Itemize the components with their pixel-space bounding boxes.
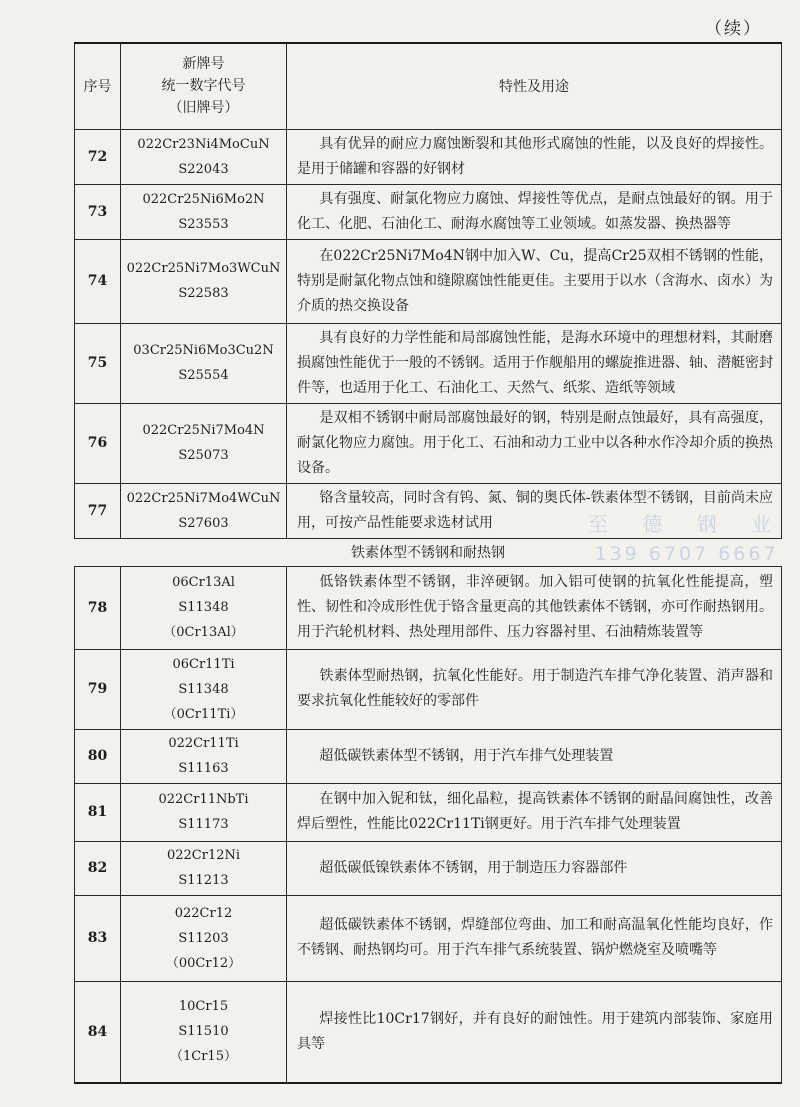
grade-cell [121, 184, 287, 239]
section-heading: 铁素体型不锈钢和耐热钢 [75, 538, 782, 566]
grade-cell [121, 981, 287, 1083]
grade-cell [121, 649, 287, 729]
grade-cell [121, 566, 287, 649]
new-grade: 022Cr25Ni6Mo2N [142, 191, 265, 207]
grade-cell [121, 129, 287, 184]
section-row [75, 538, 782, 566]
new-grade: 022Cr23Ni4MoCuN [137, 136, 270, 152]
properties-text: 具有优异的耐应力腐蚀断裂和其他形式腐蚀的性能，以及良好的焊接性。是用于储罐和容器的好钢材 [287, 129, 782, 184]
row-number: 80 [75, 729, 121, 783]
properties-text: 超低碳低镍铁素体不锈钢，用于制造压力容器部件 [287, 841, 782, 895]
table-row [75, 184, 782, 239]
unified-code: S11163 [178, 761, 229, 776]
row-number: 75 [75, 323, 121, 403]
row-number: 72 [75, 129, 121, 184]
row-number: 82 [75, 841, 121, 895]
table-row [75, 483, 782, 538]
column-header-grade [121, 43, 287, 129]
row-number: 83 [75, 895, 121, 981]
properties-text: 在022Cr25Ni7Mo4N钢中加入W、Cu，提高Cr25双相不锈钢的性能，特别是耐氯化物点蚀和缝隙腐蚀性能更佳。主要用于以水（含海水、卤水）为介质的热交换设备 [287, 239, 782, 323]
properties-text: 铁素体型耐热钢，抗氧化性能好。用于制造汽车排气净化装置、消声器和要求抗氧化性能较好的零部件 [287, 649, 782, 729]
table-row [75, 783, 782, 841]
watermark-company-name: 至 德 钢 业 [588, 512, 786, 536]
grade-cell [121, 841, 287, 895]
unified-code: S25554 [178, 368, 229, 383]
properties-text: 超低碳铁素体型不锈钢，用于汽车排气处理装置 [287, 729, 782, 783]
unified-code: S27603 [178, 515, 229, 531]
new-grade: 022Cr12 [174, 905, 233, 921]
column-header-no: 序号 [75, 43, 121, 129]
new-grade: 022Cr25Ni7Mo4WCuN [126, 490, 281, 506]
unified-code: S11348 [178, 600, 229, 615]
properties-text: 具有良好的力学性能和局部腐蚀性能，是海水环境中的理想材料，其耐磨损腐蚀性能优于一般的不锈钢。适用于作舰船用的螺旋推进器、轴、潜艇密封件等，也适用于化工、石油化工、天然气、纸浆、造纸等领域 [287, 323, 782, 403]
new-grade: 022Cr12Ni [166, 848, 241, 863]
grade-cell [121, 239, 287, 323]
table-header-row [75, 43, 782, 129]
new-grade: 06Cr11Ti [172, 656, 235, 672]
grade-cell [121, 403, 287, 483]
column-header-properties: 特性及用途 [287, 43, 782, 129]
table-row [75, 403, 782, 483]
new-grade: 022Cr11Ti [168, 736, 239, 751]
unified-code: S11213 [178, 873, 229, 888]
new-grade: 06Cr13Al [172, 575, 235, 590]
steel-grade-table [74, 42, 782, 1084]
unified-code: S11173 [178, 817, 229, 832]
row-number: 76 [75, 403, 121, 483]
properties-text: 焊接性比10Cr17钢好，并有良好的耐蚀性。用于建筑内部装饰、家庭用具等 [287, 981, 782, 1083]
grade-header-line: 新牌号 [182, 56, 225, 73]
table-row [75, 239, 782, 323]
properties-text: 铬含量较高，同时含有钨、氮、铜的奥氏体-铁素体型不锈钢，目前尚未应用，可按产品性能要求选材试用 [287, 483, 782, 538]
unified-code: S22583 [178, 286, 229, 301]
row-number: 77 [75, 483, 121, 538]
unified-code: S11348 [178, 681, 229, 697]
properties-text: 在钢中加入铌和钛，细化晶粒，提高铁素体不锈钢的耐晶间腐蚀性，改善焊后塑性，性能比022Cr11Ti钢更好。用于汽车排气处理装置 [287, 783, 782, 841]
table-row [75, 729, 782, 783]
new-grade: 03Cr25Ni6Mo3Cu2N [133, 343, 274, 358]
properties-text: 低铬铁素体型不锈钢，非淬硬钢。加入铝可使钢的抗氧化性能提高，塑性、韧性和冷成形性优于铬含量更高的其他铁素体不锈钢，亦可作耐热钢用。用于汽轮机材料、热处理用部件、压力容器衬里、石油精炼装置等 [287, 566, 782, 649]
row-number: 74 [75, 239, 121, 323]
table-row [75, 981, 782, 1083]
old-grade: （0Cr11Ti） [163, 706, 244, 722]
table-row [75, 841, 782, 895]
grade-cell [121, 729, 287, 783]
table-row [75, 649, 782, 729]
new-grade: 022Cr25Ni7Mo4N [142, 423, 265, 438]
unified-code: S11203 [178, 930, 229, 946]
properties-text: 是双相不锈钢中耐局部腐蚀最好的钢，特别是耐点蚀最好，具有高强度，耐氯化物应力腐蚀。用于化工、石油和动力工业中以各种水作冷却介质的换热设备。 [287, 403, 782, 483]
grade-cell [121, 483, 287, 538]
new-grade: 10Cr15 [178, 999, 229, 1015]
unified-code: S11510 [178, 1024, 229, 1040]
table-row [75, 129, 782, 184]
row-number: 79 [75, 649, 121, 729]
table-row [75, 895, 782, 981]
row-number: 78 [75, 566, 121, 649]
properties-text: 具有强度、耐氯化物应力腐蚀、焊接性等优点，是耐点蚀最好的钢。用于化工、化肥、石油化工、耐海水腐蚀等工业领域。如蒸发器、换热器等 [287, 184, 782, 239]
old-grade: （0Cr13Al） [163, 625, 244, 640]
grade-cell [121, 783, 287, 841]
old-grade: （00Cr12） [165, 955, 242, 971]
watermark-phone: 139 6707 6667 [594, 543, 779, 565]
grade-cell [121, 895, 287, 981]
unified-code: S23553 [178, 216, 229, 232]
new-grade: 022Cr11NbTi [158, 792, 249, 807]
table-row [75, 566, 782, 649]
table-row [75, 323, 782, 403]
grade-header-line: 统一数字代号 [161, 78, 246, 95]
old-grade: （1Cr15） [170, 1049, 237, 1065]
unified-code: S25073 [178, 448, 229, 463]
grade-cell [121, 323, 287, 403]
row-number: 81 [75, 783, 121, 841]
continued-label: （续） [705, 19, 762, 39]
unified-code: S22043 [178, 161, 229, 177]
new-grade: 022Cr25Ni7Mo3WCuN [126, 261, 281, 276]
row-number: 84 [75, 981, 121, 1083]
properties-text: 超低碳铁素体不锈钢，焊缝部位弯曲、加工和耐高温氧化性能均良好，作不锈钢、耐热钢均可。用于汽车排气系统装置、锅炉燃烧室及喷嘴等 [287, 895, 782, 981]
grade-header-line: （旧牌号） [168, 100, 239, 117]
row-number: 73 [75, 184, 121, 239]
